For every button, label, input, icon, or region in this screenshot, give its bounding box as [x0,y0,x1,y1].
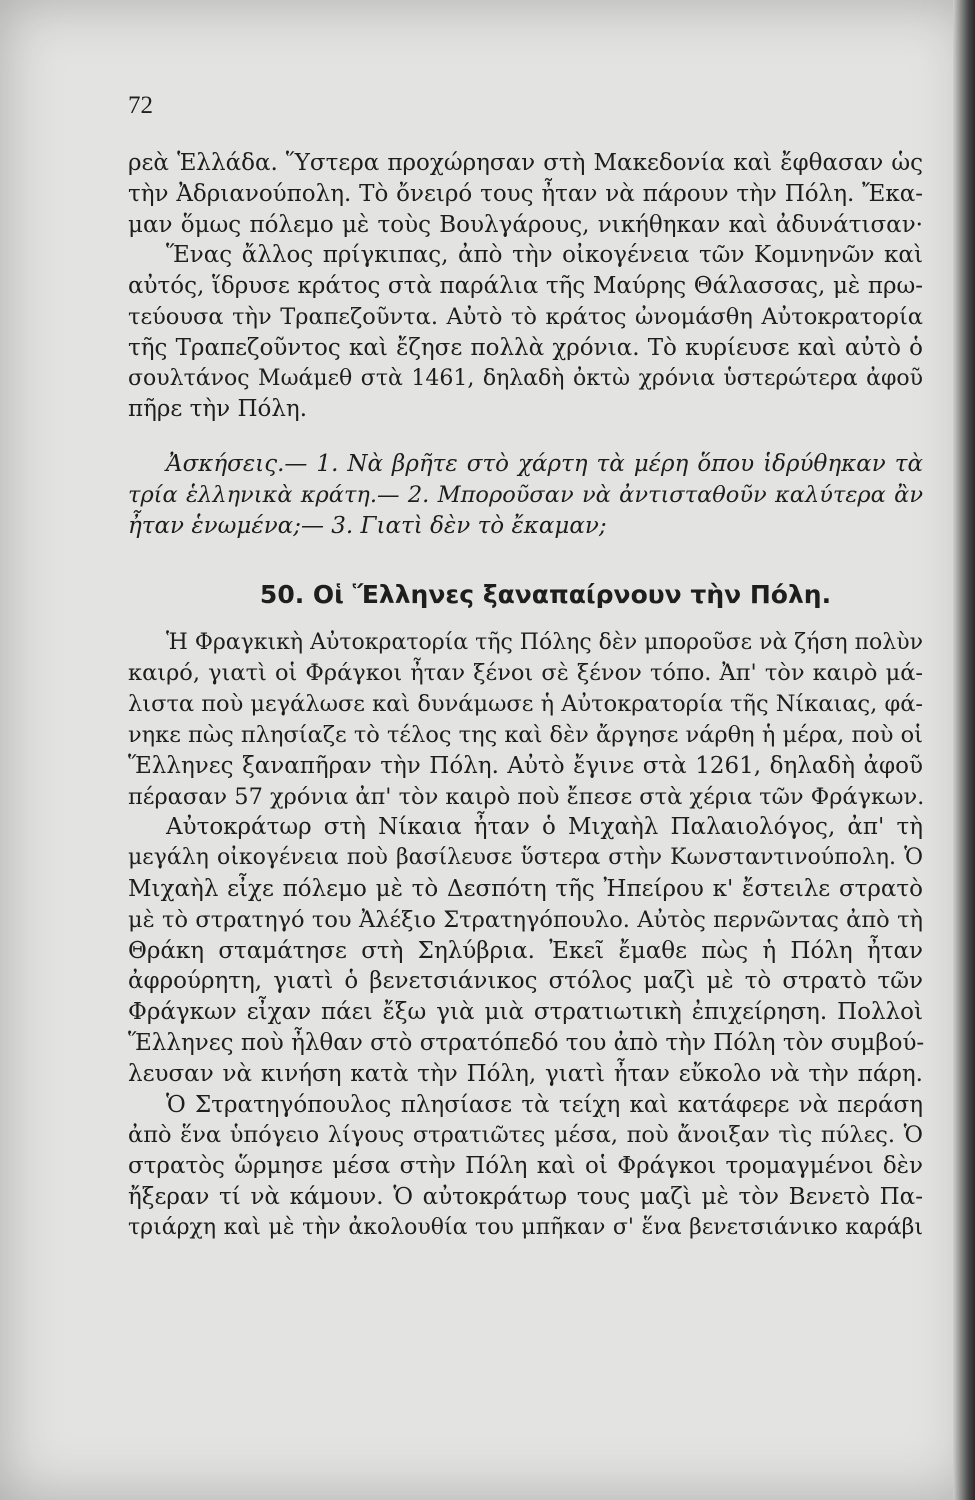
text-line: πῆρε τὴν Πόλη. [128,396,308,423]
text-line: Ἡ Φραγκικὴ Αὐτοκρατορία τῆς Πόλης δὲν μποροῦσε νὰ ζήση πολὺν [166,629,923,655]
text-line: σουλτάνος Μωάμεθ στὰ 1461, δηλαδὴ ὀκτὼ χρόνια ὑστερώτερα ἀφοῦ [128,365,923,391]
text-line: αὐτός, ἵδρυσε κράτος στὰ παράλια τῆς Μαύρης Θάλασσας, μὲ πρω- [128,273,923,300]
text-line: τῆς Τραπεζοῦντος καὶ ἔζησε πολλὰ χρόνια. Τὸ κυρίευσε καὶ αὐτὸ ὁ [128,334,923,361]
text-line: ἀφρούρητη, γιατὶ ὁ βενετσιάνικος στόλος μαζὶ μὲ τὸ στρατὸ τῶν [128,968,923,995]
text-line: μὲ τὸ στρατηγό του Ἀλέξιο Στρατηγόπουλο. Αὐτὸς περνῶντας ἀπὸ τὴ [128,906,923,933]
text-line: καιρό, γιατὶ οἱ Φράγκοι ἦταν ξένοι σὲ ξένον τόπο. Ἀπ' τὸν καιρὸ μά- [128,660,923,687]
text-line: μεγάλη οἰκογένεια ποὺ βασίλευσε ὕστερα στὴν Κωνσταντινούπολη. Ὁ [128,845,923,871]
exercises [128,449,923,541]
text-line: τεύουσα τὴν Τραπεζοῦντα. Αὐτὸ τὸ κράτος ὠνομάσθη Αὐτοκρατορία [128,303,923,330]
text-line: Ὁ Στρατηγόπουλος πλησίασε τὰ τείχη καὶ κατάφερε νὰ περάση [166,1091,923,1118]
text-line: λιστα ποὺ μεγάλωσε καὶ δυνάμωσε ἡ Αὐτοκρατορία τῆς Νίκαιας, φά- [128,691,923,718]
text-line: ἀπὸ ἕνα ὑπόγειο λίγους στρατιῶτες μέσα, ποὺ ἄνοιξαν τὶς πύλες. Ὁ [128,1122,923,1149]
text-line: λευσαν νὰ κινήση κατὰ τὴν Πόλη, γιατὶ ἦταν εὔκολο νὰ τὴν πάρη. [128,1060,923,1087]
spacer [128,425,923,449]
text-line: τριάρχη καὶ μὲ τὴν ἀκολουθία του μπῆκαν σ' ἕνα βενετσιάνικο καράβι [128,1214,923,1240]
paragraph-4 [128,812,923,1089]
text-line: νηκε πὼς πλησίαζε τὸ τέλος της καὶ δὲν ἄργησε νάρθη ἡ μέρα, ποὺ οἱ [128,721,923,748]
page-edge-shadow [953,0,975,1500]
text-line: Θράκη σταμάτησε στὴ Σηλύβρια. Ἐκεῖ ἔμαθε πὼς ἡ Πόλη ἦταν [128,937,923,964]
exercise-line: τρία ἑλληνικὰ κράτη.— 2. Μποροῦσαν νὰ ἀντισταθοῦν καλύτερα ἂν [128,481,923,508]
text-line: τὴν Ἀδριανούπολη. Τὸ ὄνειρό τους ἦταν νὰ πάρουν τὴν Πόλη. Ἔκα- [128,180,923,207]
page-number: 72 [128,92,153,119]
paragraph-5 [128,1090,923,1244]
spacer [128,616,923,628]
text-line: ἤξεραν τί νὰ κάμουν. Ὁ αὐτοκράτωρ τους μαζὶ μὲ τὸν Βενετὸ Πα- [128,1183,923,1210]
text-line: πέρασαν 57 χρόνια ἀπ' τὸν καιρὸ ποὺ ἔπεσε στὰ χέρια τῶν Φράγκων. [128,783,925,810]
text-line: ρεὰ Ἑλλάδα. Ὕστερα προχώρησαν στὴ Μακεδονία καὶ ἔφθασαν ὡς [128,150,923,176]
section-heading: 50. Οἱ Ἕλληνες ξαναπαίρνουν τὴν Πόλη. [259,579,832,609]
page-body [128,148,923,1244]
paragraph-1 [128,148,923,240]
text-line: Ἕλληνες ξαναπῆραν τὴν Πόλη. Αὐτὸ ἔγινε στὰ 1261, δηλαδὴ ἀφοῦ [128,752,923,779]
paragraph-2 [128,240,923,425]
text-line: Μιχαὴλ εἶχε πόλεμο μὲ τὸ Δεσπότη τῆς Ἠπείρου κ' ἔστειλε στρατὸ [128,875,923,902]
paragraph-3 [128,628,923,813]
spacer [128,542,923,574]
text-line: Ἕνας ἄλλος πρίγκιπας, ἀπὸ τὴν οἰκογένεια τῶν Κομνηνῶν καὶ [166,242,923,269]
text-line: Αὐτοκράτωρ στὴ Νίκαια ἦταν ὁ Μιχαὴλ Παλαιολόγος, ἀπ' τὴ [166,814,923,841]
text-line: Φράγκων εἶχαν πάει ἔξω γιὰ μιὰ στρατιωτικὴ ἐπιχείρηση. Πολλοὶ [128,999,923,1026]
exercise-line: ἦταν ἑνωμένα;— 3. Γιατὶ δὲν τὸ ἔκαμαν; [128,512,607,539]
text-line: στρατὸς ὥρμησε μέσα στὴν Πόλη καὶ οἱ Φράγκοι τρομαγμένοι δὲν [128,1153,923,1180]
text-line: μαν ὅμως πόλεμο μὲ τοὺς Βουλγάρους, νικήθηκαν καὶ ἀδυνάτισαν· [128,211,923,238]
exercise-line: Ἀσκήσεις.— 1. Νὰ βρῆτε στὸ χάρτη τὰ μέρη ὅπου ἱδρύθηκαν τὰ [166,451,923,478]
text-line: Ἕλληνες ποὺ ἦλθαν στὸ στρατόπεδό του ἀπὸ τὴν Πόλη τὸν συμβού- [128,1029,925,1056]
